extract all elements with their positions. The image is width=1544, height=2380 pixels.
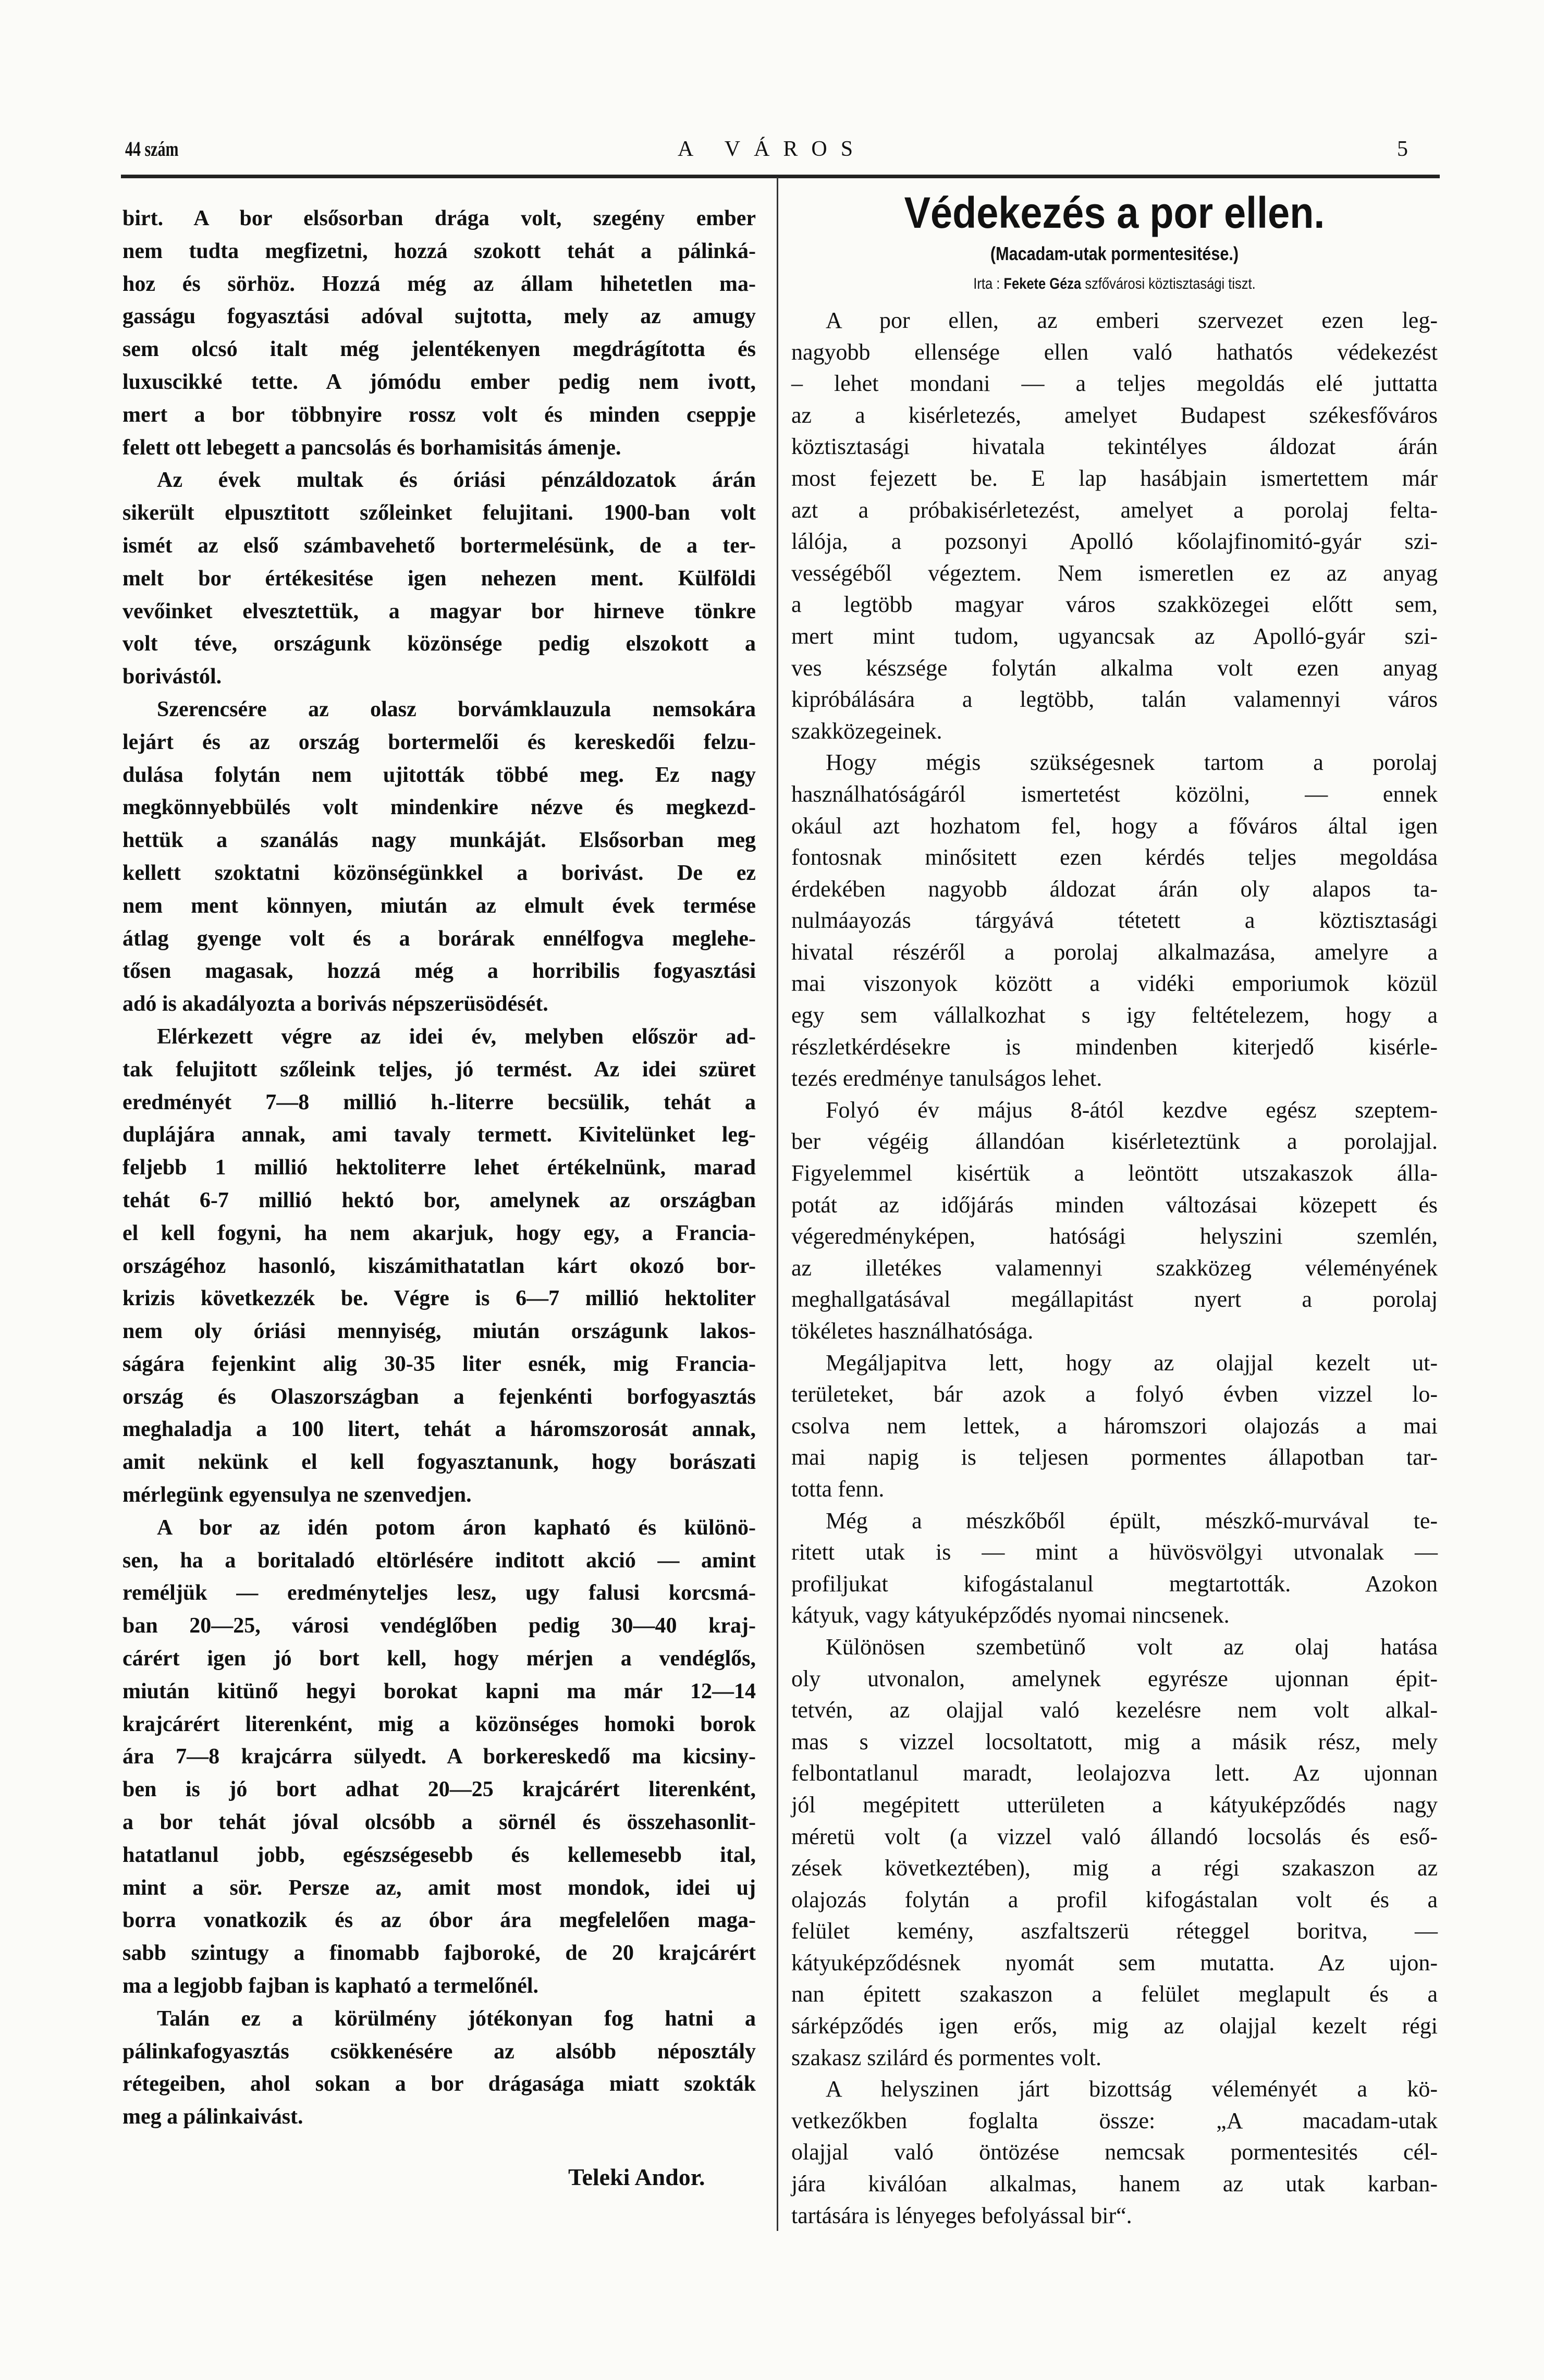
text-line: vességéből végeztem. Nem ismeretlen ez az anyag bbox=[791, 560, 1438, 586]
text-line: felbontatlanul maradt, leolajozva lett. Az ujonnan bbox=[791, 1760, 1438, 1786]
byline-role: szfővárosi köztisztasági tiszt. bbox=[1085, 275, 1256, 292]
text-line: dulása folytán nem ujitották többé meg. Ez nagy bbox=[122, 763, 756, 787]
right-article-column bbox=[791, 305, 1438, 2231]
text-line: köztisztasági hivatala tekintélyes áldozat árán bbox=[791, 434, 1438, 460]
text-line: volt téve, országunk közönsége pedig elszokott a bbox=[122, 632, 756, 656]
text-line: ben is jó bort adhat 20—25 krajcárért literenként, bbox=[122, 1777, 756, 1802]
text-line: tartására is lényeges befolyással bir“. bbox=[791, 2202, 1132, 2228]
text-line: felület kemény, aszfaltszerü réteggel boritva, — bbox=[791, 1918, 1438, 1944]
text-line: kátyuképződésnek nyomát sem mutatta. Az ujon- bbox=[791, 1949, 1438, 1976]
paragraph bbox=[791, 2074, 1438, 2231]
text-line: jára kiválóan alkalmas, hanem az utak karban- bbox=[791, 2171, 1438, 2197]
text-line: Elérkezett végre az idei év, melyben először ad- bbox=[157, 1024, 756, 1049]
text-line: luxuscikké tette. A jómódu ember pedig nem ivott, bbox=[122, 370, 756, 394]
text-line: szakasz szilárd és pormentes volt. bbox=[791, 2044, 1102, 2070]
text-line: méretü volt (a vizzel való állandó locsolás és eső- bbox=[791, 1823, 1438, 1849]
text-line: mérlegünk egyensulya ne szenvedjen. bbox=[122, 1483, 472, 1507]
text-line: ország és Olaszországban a fejenkénti borfogyasztás bbox=[122, 1384, 756, 1409]
text-line: Figyelemmel kisértük a leöntött utszakaszok álla- bbox=[791, 1160, 1438, 1186]
text-line: tősen magasak, hozzá még a horribilis fogyasztási bbox=[122, 959, 756, 984]
text-line: Megáljapitva lett, hogy az olajjal kezelt ut- bbox=[826, 1350, 1438, 1376]
paragraph bbox=[791, 1505, 1438, 1631]
text-line: a bor tehát jóval olcsóbb a sörnél és összehasonlit- bbox=[122, 1810, 756, 1835]
text-line: hoz és sörhöz. Hozzá még az állam hihetetlen ma- bbox=[122, 272, 756, 296]
text-line: potát az időjárás minden változásai közepett és bbox=[791, 1192, 1438, 1218]
text-line: olajozás folytán a profil kifogástalan volt és a bbox=[791, 1886, 1438, 1912]
text-line: nem oly óriási mennyiség, miután országunk lakos- bbox=[122, 1319, 756, 1344]
text-line: rétegeiben, ahol sokan a bor drágasága miatt szokták bbox=[122, 2072, 756, 2096]
text-line: felett ott lebegett a pancsolás és borhamisitás ámenje. bbox=[122, 435, 621, 460]
text-line: hettük a szanálás nagy munkáját. Elsősorban meg bbox=[122, 828, 756, 853]
paragraph bbox=[791, 747, 1438, 1095]
text-line: meghaladja a 100 litert, tehát a háromszorosát annak, bbox=[122, 1417, 756, 1442]
text-line: szakközegeinek. bbox=[791, 718, 942, 744]
paragraph bbox=[122, 2003, 756, 2133]
text-line: nulmáayozás tárgyává tétetett a köztisztasági bbox=[791, 907, 1438, 934]
text-line: kellett szoktatni közönségünkkel a borivást. De ez bbox=[122, 861, 756, 885]
text-line: reméljük — eredményteljes lesz, ugy falusi korcsmá- bbox=[122, 1581, 756, 1605]
text-line: tehát 6-7 millió hektó bor, amelynek az országban bbox=[122, 1188, 756, 1212]
paragraph bbox=[122, 1512, 756, 2003]
text-line: jól megépitett utterületen a kátyuképződés nagy bbox=[791, 1792, 1438, 1818]
text-line: Talán ez a körülmény jótékonyan fog hatni a bbox=[157, 2006, 756, 2031]
text-line: Még a mészkőből épült, mészkő-murvával te- bbox=[826, 1507, 1438, 1533]
page-number: 5 bbox=[1397, 137, 1408, 161]
text-line: ban 20—25, városi vendéglőben pedig 30—40 kraj- bbox=[122, 1614, 756, 1638]
text-line: ritett utak is — mint a hüvösvölgyi utvonalak — bbox=[791, 1539, 1438, 1565]
text-line: sem olcsó italt még jelentékenyen megdrágította és bbox=[122, 337, 756, 362]
paragraph bbox=[791, 1347, 1438, 1505]
text-line: kátyuk, vagy kátyuképződés nyomai nincsenek. bbox=[791, 1602, 1230, 1628]
text-line: tak felujitott szőleink teljes, jó termést. Az idei szüret bbox=[122, 1057, 756, 1082]
text-line: el kell fogyni, ha nem akarjuk, hogy egy, a Francia- bbox=[122, 1221, 756, 1245]
text-line: mai napig is teljesen pormentes állapotban tar- bbox=[791, 1444, 1438, 1470]
text-line: Az évek multak és óriási pénzáldozatok árán bbox=[157, 468, 756, 493]
header-rule bbox=[121, 175, 1440, 178]
text-line: pálinkafogyasztás csökkenésére az alsóbb néposztály bbox=[122, 2039, 756, 2064]
text-line: érdekében nagyobb áldozat árán oly alapos ta- bbox=[791, 876, 1438, 902]
text-line: megkönnyebbülés volt mindenkire nézve és megkezd- bbox=[122, 795, 756, 820]
text-line: A helyszinen járt bizottság véleményét a kö- bbox=[826, 2076, 1438, 2102]
text-line: fontosnak minősitett ezen kérdés teljes megoldása bbox=[791, 844, 1438, 870]
text-line: sen, ha a boritaladó eltörlésére inditott akció — amint bbox=[122, 1548, 756, 1573]
paragraph bbox=[791, 1631, 1438, 2074]
text-line: sabb szintugy a finomabb fajboroké, de 20 krajcárért bbox=[122, 1941, 756, 1966]
text-line: sárképződés igen erős, mig az olajjal kezelt régi bbox=[791, 2013, 1438, 2039]
byline-author: Fekete Géza bbox=[1003, 275, 1082, 292]
byline-prefix: Irta : bbox=[973, 275, 1000, 292]
text-line: nagyobb ellensége ellen való hathatós védekezést bbox=[791, 339, 1438, 365]
column-divider bbox=[777, 177, 778, 2231]
text-line: zések következtében), mig a régi szakaszon az bbox=[791, 1855, 1438, 1881]
text-line: mas s vizzel locsoltatott, mig a másik rész, mely bbox=[791, 1728, 1438, 1755]
paragraph bbox=[791, 1095, 1438, 1347]
text-line: lálója, a pozsonyi Apolló kőolajfinomitó-gyár szi- bbox=[791, 529, 1438, 555]
text-line: ismét az első számbavehető bortermelésünk, de a ter- bbox=[122, 533, 756, 558]
text-line: tökéletes használhatósága. bbox=[791, 1318, 1034, 1344]
text-line: cárért igen jó bort kell, hogy mérjen a vendéglős, bbox=[122, 1647, 756, 1671]
paragraph bbox=[122, 693, 756, 1021]
article-subtitle: (Macadam-utak pormentesitése.) bbox=[990, 243, 1239, 264]
text-line: eredményét 7—8 millió h.-literre becsülik, tehát a bbox=[122, 1090, 756, 1114]
text-line: részletkérdésekre is mindenben kiterjedő kisérle- bbox=[791, 1034, 1438, 1060]
paragraph bbox=[122, 202, 756, 464]
text-line: Szerencsére az olasz borvámklauzula nemsokára bbox=[157, 697, 756, 721]
text-line: mai viszonyok között a vidéki emporiumok közül bbox=[791, 971, 1438, 997]
text-line: most fejezett be. E lap hasábjain ismertettem már bbox=[791, 465, 1438, 491]
masthead: A VÁROS bbox=[678, 137, 867, 161]
text-line: tetvén, az olajjal való kezelésre nem volt alkal- bbox=[791, 1697, 1438, 1723]
left-article-column bbox=[122, 202, 756, 2133]
article-byline bbox=[840, 275, 1389, 293]
text-line: okául azt hozhatom fel, hogy a főváros által igen bbox=[791, 813, 1438, 839]
text-line: a legtöbb magyar város szakközegei előtt sem, bbox=[791, 592, 1438, 618]
text-line: nem tudta megfizetni, hozzá szokott tehát a pálinká- bbox=[122, 239, 756, 263]
text-line: hivatal részéről a porolaj alkalmazása, amelyre a bbox=[791, 939, 1438, 965]
text-line: Különösen szembetünő volt az olaj hatása bbox=[826, 1634, 1438, 1660]
text-line: országéhoz hasonló, kiszámithatatlan kárt okozó bor- bbox=[122, 1254, 756, 1278]
text-line: melt bor értékesitése igen nehezen ment. Külföldi bbox=[122, 566, 756, 591]
text-line: mint a sör. Persze az, amit most mondok, idei uj bbox=[122, 1875, 756, 1900]
text-line: meghallgatásával megállapitást nyert a porolaj bbox=[791, 1286, 1438, 1312]
text-line: nem ment könnyen, miután az elmult évek termése bbox=[122, 893, 756, 918]
text-line: meg a pálinkaivást. bbox=[122, 2105, 303, 2129]
text-line: totta fenn. bbox=[791, 1476, 885, 1502]
issue-number: 44 szám bbox=[125, 137, 179, 161]
paragraph bbox=[122, 464, 756, 693]
text-line: birt. A bor elsősorban drága volt, szegény ember bbox=[122, 206, 756, 230]
text-line: krizis következzék be. Végre is 6—7 millió hektoliter bbox=[122, 1286, 756, 1311]
text-line: – lehet mondani — a teljes megoldás elé juttatta bbox=[791, 371, 1438, 397]
text-line: vevőinket elvesztettük, a magyar bor hirneve tönkre bbox=[122, 599, 756, 623]
text-line: nan épitett szakaszon a felület meglapult és a bbox=[791, 1981, 1438, 2007]
text-line: az illetékes valamennyi szakközeg véleményének bbox=[791, 1255, 1438, 1281]
paragraph bbox=[122, 1021, 756, 1512]
text-line: ára 7—8 krajcárra sülyedt. A borkereskedő ma kicsiny- bbox=[122, 1745, 756, 1769]
text-line: krajcárért literenként, mig a közönséges homoki borok bbox=[122, 1712, 756, 1736]
article-title: Védekezés a por ellen. bbox=[904, 188, 1325, 237]
text-line: profiljukat kifogástalanul megtartották. Azokon bbox=[791, 1571, 1438, 1597]
text-line: átlag gyenge volt és a borárak ennélfogva meglehe- bbox=[122, 926, 756, 951]
text-line: egy sem vállalkozhat s igy feltételezem, hogy a bbox=[791, 1002, 1438, 1028]
text-line: csolva nem lettek, a háromszori olajozás a mai bbox=[791, 1413, 1438, 1439]
text-line: hatatlanul jobb, egészségesebb és kellemesebb ital, bbox=[122, 1843, 756, 1867]
text-line: A por ellen, az emberi szervezet ezen leg- bbox=[826, 308, 1438, 333]
text-line: tezés eredménye tanulságos lehet. bbox=[791, 1065, 1102, 1091]
text-line: borra vonatkozik és az óbor ára megfelelően maga- bbox=[122, 1908, 756, 1933]
text-line: ves készsége folytán alkalma volt ezen anyag bbox=[791, 655, 1438, 681]
text-line: vetkezőkben foglalta össze: „A macadam-utak bbox=[791, 2107, 1438, 2133]
paragraph bbox=[791, 305, 1438, 747]
text-line: adó is akadályozta a borivás népszerüsödését. bbox=[122, 992, 548, 1016]
text-line: ber végéig állandóan kisérleteztünk a porolajjal. bbox=[791, 1128, 1438, 1155]
text-line: sikerült elpusztitott szőleinket felujitani. 1900-ban volt bbox=[122, 501, 756, 525]
text-line: területeket, bár azok a folyó évben vizzel lo- bbox=[791, 1381, 1438, 1407]
text-line: ságára fejenkint alig 30-35 liter esnék, mig Francia- bbox=[122, 1352, 756, 1376]
text-line: Hogy mégis szükségesnek tartom a porolaj bbox=[826, 750, 1438, 776]
text-line: azt a próbakisérletezést, amelyet a porolaj felta- bbox=[791, 497, 1438, 523]
text-line: ma a legjobb fajban is kapható a termelőnél. bbox=[122, 1974, 538, 1998]
text-line: lejárt és az ország bortermelői és kereskedői felzu- bbox=[122, 730, 756, 754]
text-line: olajjal való öntözése nemcsak pormentesités cél- bbox=[791, 2139, 1438, 2165]
text-line: oly utvonalon, amelynek egyrésze ujonnan épit- bbox=[791, 1665, 1438, 1691]
text-line: kipróbálására a legtöbb, talán valamennyi város bbox=[791, 686, 1438, 713]
text-line: borivástól. bbox=[122, 665, 222, 689]
text-line: végeredményképen, hatósági helyszini szemlén, bbox=[791, 1223, 1438, 1249]
text-line: mert mint tudom, ugyancsak az Apolló-gyár szi- bbox=[791, 623, 1438, 649]
text-line: gasságu fogyasztási adóval sujtotta, mely az amugy bbox=[122, 304, 756, 329]
text-line: Folyó év május 8-ától kezdve egész szeptem- bbox=[826, 1097, 1438, 1123]
article-signature: Teleki Andor. bbox=[568, 2164, 705, 2190]
text-line: amit nekünk el kell fogyasztanunk, hogy borászati bbox=[122, 1450, 756, 1475]
text-line: használhatóságáról ismertetést közölni, — ennek bbox=[791, 781, 1438, 807]
text-line: A bor az idén potom áron kapható és különö- bbox=[157, 1515, 756, 1540]
text-line: miután kitünő hegyi borokat kapni ma már 12—14 bbox=[122, 1679, 756, 1703]
text-line: feljebb 1 millió hektoliterre lehet értékelnünk, marad bbox=[122, 1156, 756, 1180]
text-line: mert a bor többnyire rossz volt és minden cseppje bbox=[122, 402, 756, 427]
text-line: duplájára annak, ami tavaly termett. Kivitelünket leg- bbox=[122, 1123, 756, 1147]
text-line: az a kisérletezés, amelyet Budapest székesfőváros bbox=[791, 402, 1438, 428]
